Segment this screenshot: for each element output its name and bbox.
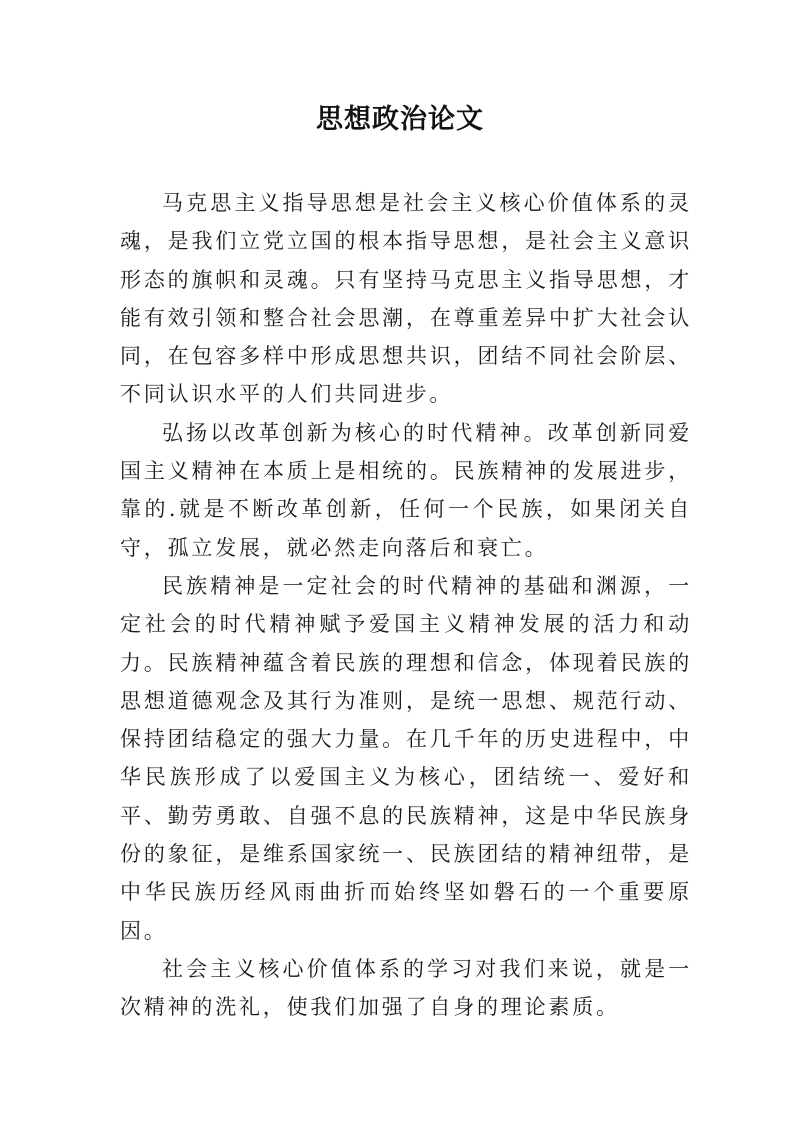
page-title: 思想政治论文 — [316, 104, 484, 135]
paragraph-4: 社会主义核心价值体系的学习对我们来说，就是一次精神的洗礼，使我们加强了自身的理论素质。 — [120, 956, 692, 1020]
document-body — [120, 184, 692, 1027]
paragraph-2: 弘扬以改革创新为核心的时代精神。改革创新同爱国主义精神在本质上是相统的。民族精神的发展进步，靠的.就是不断改革创新，任何一个民族，如果闭关自守，孤立发展，就必然走向落后和衰亡。 — [120, 420, 692, 560]
paragraph-1: 马克思主义指导思想是社会主义核心价值体系的灵魂，是我们立党立国的根本指导思想，是社会主义意识形态的旗帜和灵魂。只有坚持马克思主义指导思想，才能有效引领和整合社会思潮，在尊重差异中扩大社会认同，在包容多样中形成思想共识，团结不同社会阶层、不同认识水平的人们共同进步。 — [120, 191, 692, 407]
paragraph-3: 民族精神是一定社会的时代精神的基础和渊源，一定社会的时代精神赋予爱国主义精神发展的活力和动力。民族精神蕴含着民族的理想和信念，体现着民族的思想道德观念及其行为准则，是统一思想、规范行动、保持团结稳定的强大力量。在几千年的历史进程中，中华民族形成了以爱国主义为核心，团结统一、爱好和平、勤劳勇敢、自强不息的民族精神，这是中华民族身份的象征，是维系国家统一、民族团结的精神纽带，是中华民族历经风雨曲折而始终坚如磐石的一个重要原因。 — [120, 573, 692, 943]
